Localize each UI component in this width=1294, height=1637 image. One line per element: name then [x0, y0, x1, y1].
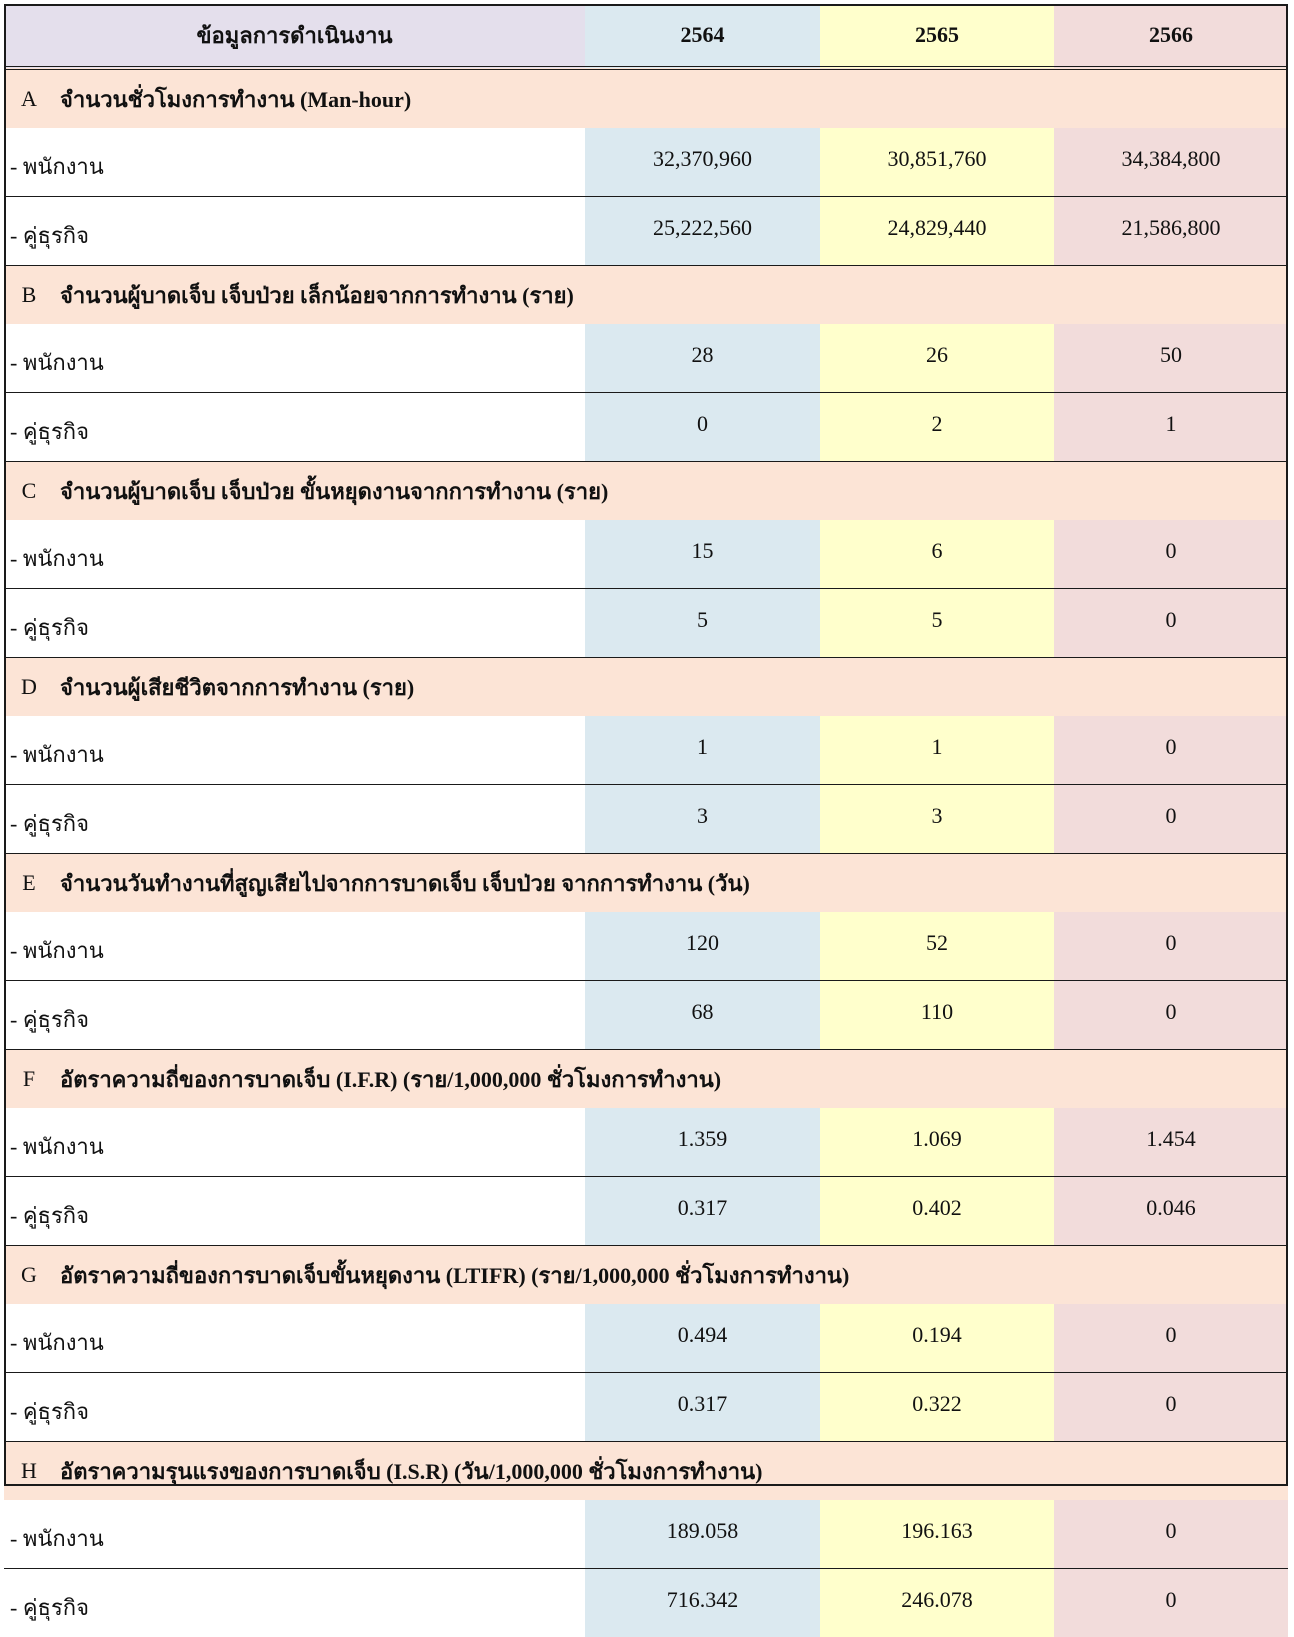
- value-cell-2565: 1.069: [820, 1108, 1054, 1177]
- value-cell-2564: 3: [585, 785, 820, 854]
- header-year-2565: 2565: [820, 4, 1054, 68]
- value-cell-2565: 2: [820, 393, 1054, 462]
- row-label: - พนักงาน: [4, 716, 585, 785]
- value-cell-2566: 0: [1054, 981, 1288, 1050]
- value-cell-2565: 52: [820, 912, 1054, 981]
- value-cell-2565: 246.078: [820, 1569, 1054, 1637]
- value-cell-2564: 28: [585, 324, 820, 393]
- value-cell-2565: 0.322: [820, 1373, 1054, 1442]
- value-cell-2566: 1.454: [1054, 1108, 1288, 1177]
- section-letter: B: [4, 266, 54, 325]
- row-label: - คู่ธุรกิจ: [4, 785, 585, 854]
- value-cell-2564: 32,370,960: [585, 128, 820, 197]
- section-title: จำนวนผู้เสียชีวิตจากการทำงาน (ราย): [54, 658, 1288, 717]
- row-label: - พนักงาน: [4, 912, 585, 981]
- value-cell-2566: 0.046: [1054, 1177, 1288, 1246]
- value-cell-2566: 21,586,800: [1054, 197, 1288, 266]
- value-cell-2564: 1: [585, 716, 820, 785]
- value-cell-2564: 189.058: [585, 1500, 820, 1569]
- value-cell-2566: 0: [1054, 1500, 1288, 1569]
- value-cell-2566: 0: [1054, 589, 1288, 658]
- row-label: - คู่ธุรกิจ: [4, 1177, 585, 1246]
- value-cell-2565: 196.163: [820, 1500, 1054, 1569]
- value-cell-2565: 26: [820, 324, 1054, 393]
- value-cell-2565: 1: [820, 716, 1054, 785]
- value-cell-2564: 0.317: [585, 1177, 820, 1246]
- section-title: อัตราความรุนแรงของการบาดเจ็บ (I.S.R) (วัน/1,000,000 ชั่วโมงการทำงาน): [54, 1442, 1288, 1501]
- section-title: จำนวนผู้บาดเจ็บ เจ็บป่วย ขั้นหยุดงานจากการทำงาน (ราย): [54, 462, 1288, 521]
- value-cell-2565: 110: [820, 981, 1054, 1050]
- value-cell-2565: 3: [820, 785, 1054, 854]
- row-label: - คู่ธุรกิจ: [4, 393, 585, 462]
- value-cell-2566: 0: [1054, 1304, 1288, 1373]
- section-letter: D: [4, 658, 54, 717]
- value-cell-2566: 0: [1054, 716, 1288, 785]
- row-label: - พนักงาน: [4, 1500, 585, 1569]
- row-label: - คู่ธุรกิจ: [4, 1373, 585, 1442]
- value-cell-2566: 0: [1054, 520, 1288, 589]
- row-label: - พนักงาน: [4, 1108, 585, 1177]
- section-title: จำนวนวันทำงานที่สูญเสียไปจากการบาดเจ็บ เจ็บป่วย จากการทำงาน (วัน): [54, 854, 1288, 913]
- value-cell-2565: 5: [820, 589, 1054, 658]
- value-cell-2565: 0.194: [820, 1304, 1054, 1373]
- value-cell-2564: 120: [585, 912, 820, 981]
- section-letter: A: [4, 68, 54, 128]
- value-cell-2564: 0.317: [585, 1373, 820, 1442]
- section-letter: G: [4, 1246, 54, 1305]
- table-row: [4, 1500, 1288, 1569]
- value-cell-2565: 0.402: [820, 1177, 1054, 1246]
- row-label: - พนักงาน: [4, 324, 585, 393]
- header-label: ข้อมูลการดำเนินงาน: [4, 4, 585, 68]
- value-cell-2564: 716.342: [585, 1569, 820, 1637]
- row-label: - คู่ธุรกิจ: [4, 589, 585, 658]
- row-label: - พนักงาน: [4, 128, 585, 197]
- value-cell-2566: 0: [1054, 912, 1288, 981]
- section-title: จำนวนชั่วโมงการทำงาน (Man-hour): [54, 68, 1288, 128]
- section-letter: C: [4, 462, 54, 521]
- row-label: - คู่ธุรกิจ: [4, 1569, 585, 1637]
- value-cell-2564: 25,222,560: [585, 197, 820, 266]
- table-frame: [4, 4, 1288, 1486]
- value-cell-2564: 15: [585, 520, 820, 589]
- value-cell-2564: 68: [585, 981, 820, 1050]
- value-cell-2564: 0.494: [585, 1304, 820, 1373]
- table-row: [4, 1569, 1288, 1637]
- value-cell-2566: 0: [1054, 785, 1288, 854]
- value-cell-2564: 0: [585, 393, 820, 462]
- value-cell-2566: 0: [1054, 1569, 1288, 1637]
- value-cell-2565: 24,829,440: [820, 197, 1054, 266]
- section-letter: E: [4, 854, 54, 913]
- section-letter: H: [4, 1442, 54, 1501]
- value-cell-2566: 1: [1054, 393, 1288, 462]
- section-title: อัตราความถี่ของการบาดเจ็บขั้นหยุดงาน (LTIFR) (ราย/1,000,000 ชั่วโมงการทำงาน): [54, 1246, 1288, 1305]
- section-title: อัตราความถี่ของการบาดเจ็บ (I.F.R) (ราย/1,000,000 ชั่วโมงการทำงาน): [54, 1050, 1288, 1109]
- header-year-2564: 2564: [585, 4, 820, 68]
- value-cell-2566: 50: [1054, 324, 1288, 393]
- value-cell-2565: 30,851,760: [820, 128, 1054, 197]
- section-letter: F: [4, 1050, 54, 1109]
- value-cell-2565: 6: [820, 520, 1054, 589]
- section-title: จำนวนผู้บาดเจ็บ เจ็บป่วย เล็กน้อยจากการทำงาน (ราย): [54, 266, 1288, 325]
- value-cell-2564: 5: [585, 589, 820, 658]
- value-cell-2566: 34,384,800: [1054, 128, 1288, 197]
- row-label: - พนักงาน: [4, 520, 585, 589]
- row-label: - คู่ธุรกิจ: [4, 981, 585, 1050]
- header-year-2566: 2566: [1054, 4, 1288, 68]
- row-label: - คู่ธุรกิจ: [4, 197, 585, 266]
- value-cell-2566: 0: [1054, 1373, 1288, 1442]
- row-label: - พนักงาน: [4, 1304, 585, 1373]
- value-cell-2564: 1.359: [585, 1108, 820, 1177]
